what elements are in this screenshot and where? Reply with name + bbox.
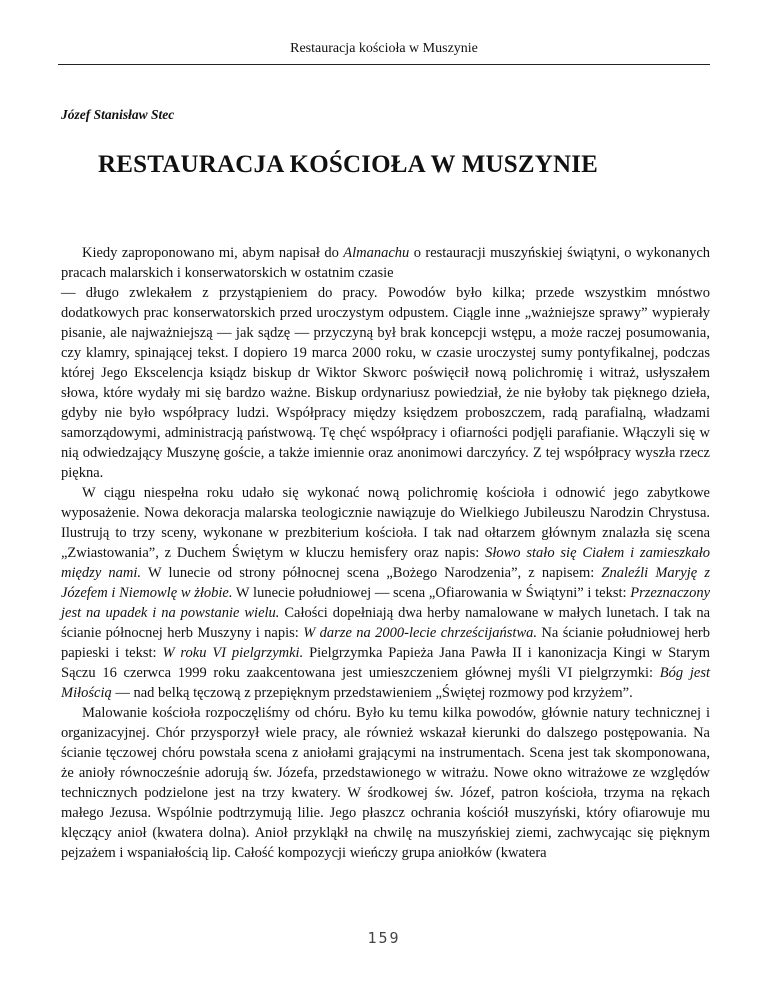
article-title: RESTAURACJA KOŚCIOŁA W MUSZYNIE [98,151,599,178]
header-rule [58,64,710,65]
paragraph-2-text-c: W lunecie od strony północnej scena „Bożego Narodzenia”, z napisem: [141,565,602,581]
paragraph-1 [61,243,710,283]
paragraph-1-text-c: o restauracji muszyńskiej świątyni, o wykonanych pracach malarskich i konserwatorskich w ostatnim czasie [61,245,710,281]
running-header: Restauracja kościoła w Muszynie [290,41,478,56]
inscription-presentation: Przeznaczony jest na upadek i na powstanie wielu. [61,585,711,621]
paragraph-1-continued: — długo zwlekałem z przystąpieniem do pracy. Powodów było kilka; przede wszystkim mnóstwo dodatkowych prac konserwatorskich przed uroczystym odpustem. Ciągle inne „ważniejsze sprawy” wypierały pisanie, ale najważniejszą — jak sądzę — przyczyną był brak koncepcji wstępu, a może raczej posumowania, czy klamry, spinającej tekst. I dopiero 19 marca 2000 roku, w czasie uroczystej sumy pontyfikalnej, podczas której Jego Ekscelencja ksiądz biskup dr Wiktor Skworc poświęcił nową polichromię i witraż, usłyszałem słowa, które wydały mi się bardzo ważne. Biskup ordynariusz powiedział, że nie byłoby tak pięknego dzieła, gdyby nie było współpracy ludzi. Współpracy między księdzem proboszczem, radą parafialną, władzami samorządowymi, administracją państwową. Tę chęć współpracy i ofiarności podjęli parafianie. Włączyli się w nią odwiedzający Muszynę goście, a także imiennie oraz anonimowi darczyńcy. Z tej współpracy wyszła rzecz piękna. [61,285,710,481]
paragraph-1-text-a: Kiedy zaproponowano mi, abym napisał do [82,245,344,261]
paragraph-2 [61,483,710,703]
inscription-nativity: Znaleźli Maryję z Józefem i Niemowlę w żłobie. [61,565,710,601]
paragraph-2-text-i: Na ścianie południowej herb papieski i tekst: [61,625,710,661]
inscription-papal-coat: W roku VI pielgrzymki. [162,645,304,661]
paragraph-2-text-k: Pielgrzymka Papieża Jana Pawła II i kanonizacja Kingi w Starym Sączu 16 czerwca 1999 roku zaakcentowana jest umieszczeniem głównej myśli VI pielgrzymki: [61,645,710,681]
paragraph-2-text-a: W ciągu niespełna roku udało się wykonać nową polichromię kościoła i odnowić jego zabytkowe wyposażenie. Nowa dekoracja malarska teologicznie nawiązuje do Wielkiego Jubileuszu Narodzin Chrystusa. Ilustrują to trzy sceny, wykonane w prezbiterium kościoła. I tak nad ołtarzem głównym znalazła się scena „Zwiastowania”, z Duchem Świętym w kluczu hemisfery oraz napis: [61,485,710,561]
paragraph-2-text-m: — nad belką tęczową z przepięknym przedstawieniem „Świętej rozmowy pod krzyżem”. [111,685,633,701]
article-body [61,243,710,863]
paragraph-2-text-e: W lunecie południowej — scena „Ofiarowania w Świątyni” i tekst: [232,585,631,601]
inscription-muszyna-coat: W darze na 2000-lecie chrześcijaństwa. [303,625,538,641]
inscription-annunciation: Słowo stało się Ciałem i zamieszkało między nami. [61,545,711,581]
page-number: 159 [367,929,401,947]
author-name: Józef Stanisław Stec [61,107,175,122]
paragraph-3: Malowanie kościoła rozpoczęliśmy od chóru. Było ku temu kilka powodów, głównie natury technicznej i organizacyjnej. Chór przysporzył wiele pracy, ale również wskazał kierunki do dalszego postępowania. Na ścianie tęczowej chóru powstała scena z aniołami grającymi na instrumentach. Scena jest tak skomponowana, że anioły równocześnie adorują św. Józefa, przedstawionego w witrażu. Nowe okno witrażowe ze względów technicznych podzielone jest na trzy kwatery. W środkowej św. Józef, patron kościoła, trzyma na rękach małego Jezusa. Wspólnie podtrzymują lilie. Jego płaszcz ochrania kościół muszyński, który ofiarowuje mu klęczący anioł (kwatera dolna). Anioł przykląkł na chwilę na muszyńskiej ziemi, zachwycając się pięknym pejzażem i wspaniałością lip. Całość kompozycji wieńczy grupa aniołków (kwatera [61,705,710,861]
almanach-title: Almanachu [343,245,410,261]
paragraph-2-text-g: Całości dopełniają dwa herby namalowane w małych lunetach. I tak na ścianie północnej herb Muszyny i napis: [61,605,711,641]
inscription-pilgrimage: Bóg jest Miłością [61,665,710,701]
